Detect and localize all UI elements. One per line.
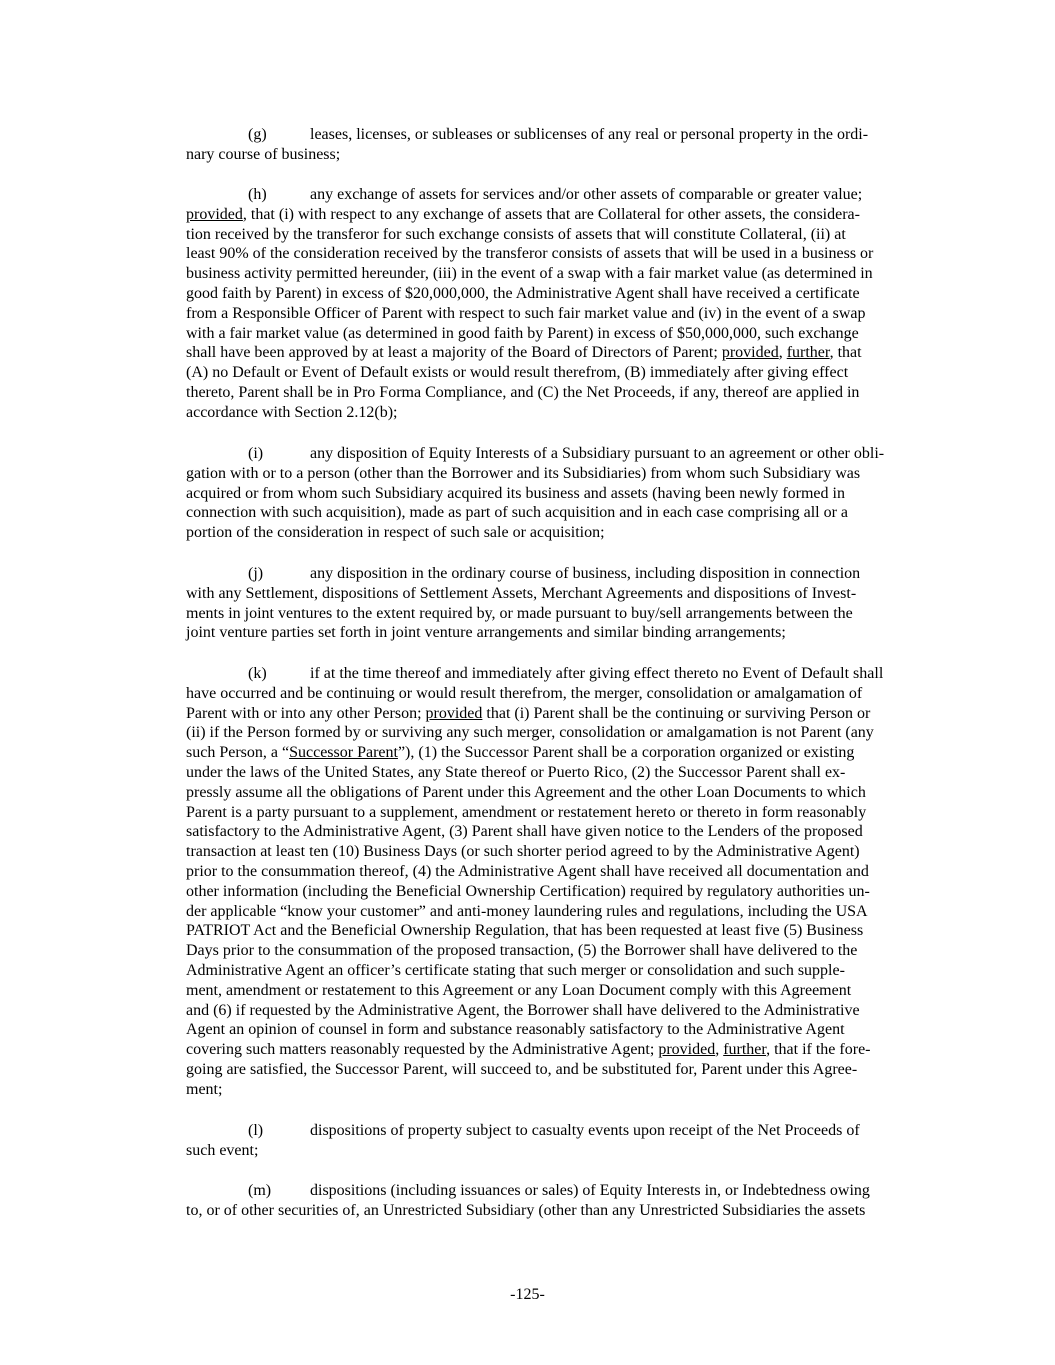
paragraph-label: (l) [248,1122,264,1139]
paragraph-j: (j) any disposition in the ordinary course of business, including disposition in connection with any Settlement, dispositions of Settlement Assets, Merchant Agreements and dispositions of Invest- ments in joint ventures to the extent required by, or made pursuant to buy/sell arrangements between the joint venture parties set forth in joint venture arrangements and similar binding arrangements; [186,565,861,642]
paragraph-label: (j) [248,565,264,582]
paragraph-l: (l) dispositions of property subject to casualty events upon receipt of the Net Proceeds of such event; [186,1122,860,1159]
underlined-term: provided [425,704,483,722]
underlined-term: further [723,1041,767,1059]
underlined-term: provided [186,205,243,223]
underlined-term: provided [658,1041,716,1059]
paragraph-m: (m) dispositions (including issuances or sales) of Equity Interests in, or Indebtedness owing to, or of other securities of, an Unrestricted Subsidiary (other than any Unrestricted Subsidiaries the assets [186,1182,870,1219]
page-number: -125- [510,1286,545,1303]
paragraph-label: (g) [248,126,267,143]
paragraph-h: (h) any exchange of assets for services and/or other assets of comparable or greater value; provided, that (i) with respect to any exchange of assets that are Collateral for other assets, the considera- tion received by the transferor for such exchange consists of assets that will constitute Collateral, (ii) at least 90% of the consideration received by the transferor consists of assets that will be used in a business or business activity permitted hereunder, (iii) in the event of a swap with a fair market value (as determined in good faith by Parent) in excess of $20,000,000, the Administrative Agent shall have received a certificate from a Responsible Officer of Parent with respect to such fair market value and (iv) in the event of a swap with a fair market value (as determined in good faith by Parent) in excess of $50,000,000, such exchange shall have been approved by at least a majority of the Board of Directors of Parent; provided, further, that (A) no Default or Event of Default exists or would result therefrom, (B) immediately after giving effect thereto, Parent shall be in Pro Forma Compliance, and (C) the Net Proceeds, if any, thereof are applied in accordance with Section 2.12(b); [186,186,874,421]
paragraph-i: (i) any disposition of Equity Interests of a Subsidiary pursuant to an agreement or other obli- gation with or to a person (other than the Borrower and its Subsidiaries) from whom such Subsidiary was acquired or from whom such Subsidiary acquired its business and assets (having been newly formed in connection with such acquisition), made as part of such acquisition and in each case comprising all or a portion of the consideration in respect of such sale or acquisition; [186,445,885,542]
paragraph-label: (m) [248,1182,272,1199]
paragraph-k: (k) if at the time thereof and immediately after giving effect thereto no Event of Default shall have occurred and be continuing or would result therefrom, the merger, consolidation or amalgamation of Parent with or into any other Person; provided that (i) Parent shall be the continuing or surviving Person or (ii) if the Person formed by or surviving any such merger, consolidation or amalgamation is not Parent (any such Person, a “Successor Parent”), (1) the Successor Parent shall be a corporation organized or existing under the laws of the United States, any State thereof or Puerto Rico, (2) the Successor Parent shall ex- pressly assume all the obligations of Parent under this Agreement and the other Loan Documents to which Parent is a party pursuant to a supplement, amendment or restatement hereto or thereto in form reasonably satisfactory to the Administrative Agent, (3) Parent shall have given notice to the Lenders of the proposed transaction at least ten (10) Business Days (or such shorter period agreed to by the Administrative Agent) prior to the consummation thereof, (4) the Administrative Agent shall have received all documentation and other information (including the Beneficial Ownership Certification) required by regulatory authorities un- der applicable “know your customer” and anti-money laundering rules and regulations, including the USA PATRIOT Act and the Beneficial Ownership Regulation, that has been requested at least five (5) Business Days prior to the consummation of the proposed transaction, (5) the Borrower shall have delivered to the Administrative Agent an officer’s certificate stating that such merger or consolidation and such supple- ment, amendment or restatement to this Agreement or any Loan Document comply with this Agreement and (6) if requested by the Administrative Agent, the Borrower shall have delivered to the Administrative Agent an opinion of counsel in form and substance reasonably satisfactory to the Administrative Agent covering such matters reasonably requested by the Administrative Agent; provided, further, that if the fore- going are satisfied, the Successor Parent, will succeed to, and be substituted for, Parent under this Agree- ment; [186,665,884,1098]
paragraph-g: (g) leases, licenses, or subleases or sublicenses of any real or personal property in the ordi- nary course of business; [186,126,869,163]
underlined-term: Successor Parent [289,744,398,762]
paragraph-label: (h) [248,186,267,203]
underlined-term: provided [721,344,779,362]
underlined-term: further [786,344,830,362]
paragraph-label: (i) [248,445,264,462]
paragraph-label: (k) [248,665,267,682]
